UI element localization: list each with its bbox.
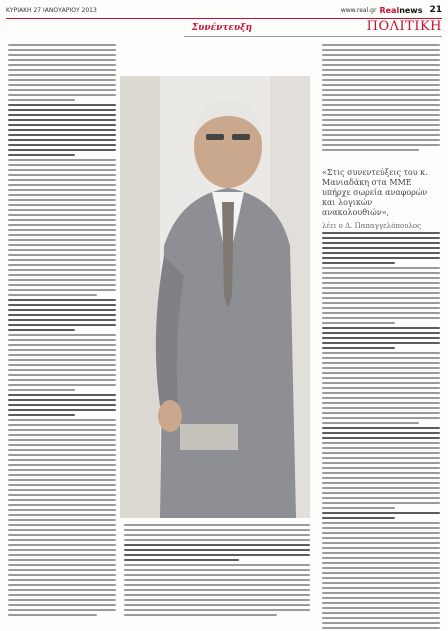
brand-logo: Realnews: [379, 5, 423, 15]
issue-date: ΚΥΡΙΑΚΗ 27 ΙΑΝΟΥΑΡΙΟΥ 2013: [6, 6, 97, 14]
site-url: www.real.gr: [340, 6, 377, 14]
portrait-illustration: [120, 76, 310, 518]
article-column-left: [8, 44, 116, 619]
article-column-right-top: [322, 44, 440, 154]
interviewee-photo: [120, 76, 310, 518]
article-column-middle: [124, 524, 310, 619]
pull-quote-text: «Στις συνεντεύξεις του κ. Μανιαδάκη στα ΜΜΕ υπήρχε σωρεία αναφορών και λογικών ανακολουθιών»,: [322, 168, 428, 217]
section-title: ΠΟΛΙΤΙΚΗ: [366, 19, 442, 34]
top-bar: [6, 4, 442, 16]
pull-quote: [322, 168, 440, 231]
article-column-right: [322, 232, 440, 631]
interview-tag: Συνέντευξη: [191, 23, 252, 33]
section-divider: [184, 36, 442, 37]
pull-quote-author: λέει ο Δ. Παπαγγελόπουλος: [322, 222, 422, 230]
page-number: 21: [429, 5, 442, 15]
